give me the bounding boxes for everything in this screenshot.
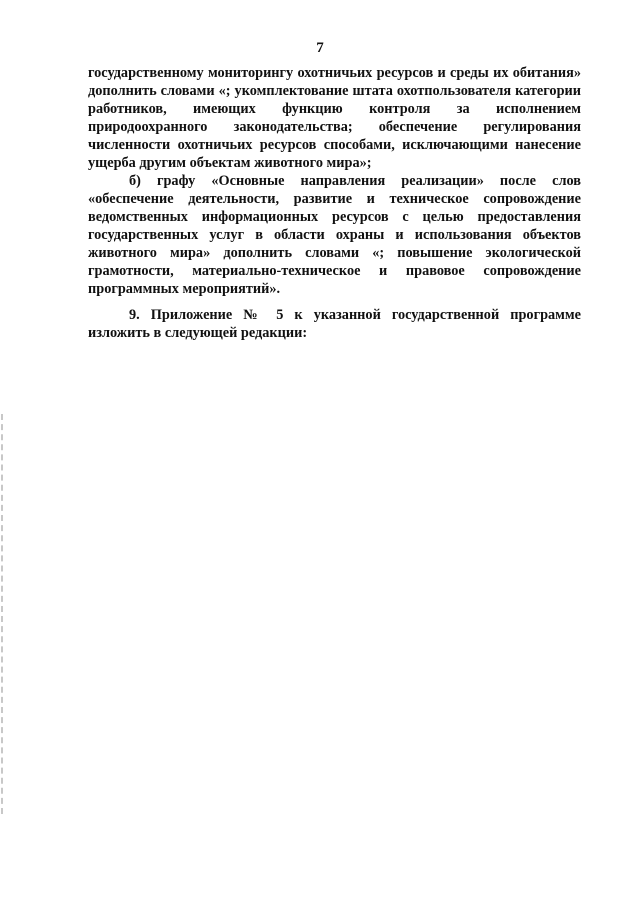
document-body [88, 64, 581, 342]
page-number: 7 [316, 40, 324, 56]
paragraph-item-b: б) графу «Основные направления реализации» после слов «обеспечение деятельности, развитие и техническое сопровождение ведомственных информационных ресурсов с целью предоставления государственных услуг в области охраны и использования объектов животного мира» дополнить словами «; повышение экологической грамотности, материально-техническое и правовое сопровождение программных мероприятий». [88, 173, 581, 297]
paragraph-item-9: 9. Приложение № 5 к указанной государственной программе изложить в следующей редакции: [88, 307, 581, 341]
scan-edge-mark [1, 414, 5, 814]
paragraph-continuation: государственному мониторингу охотничьих ресурсов и среды их обитания» дополнить словами «; укомплектование штата охотпользователя категории работников, имеющих функцию контроля за исполнением природоохранного законодательства; обеспечение регулирования численности охотничьих ресурсов способами, исключающими нанесение ущерба другим объектам животного мира»; [88, 65, 581, 171]
